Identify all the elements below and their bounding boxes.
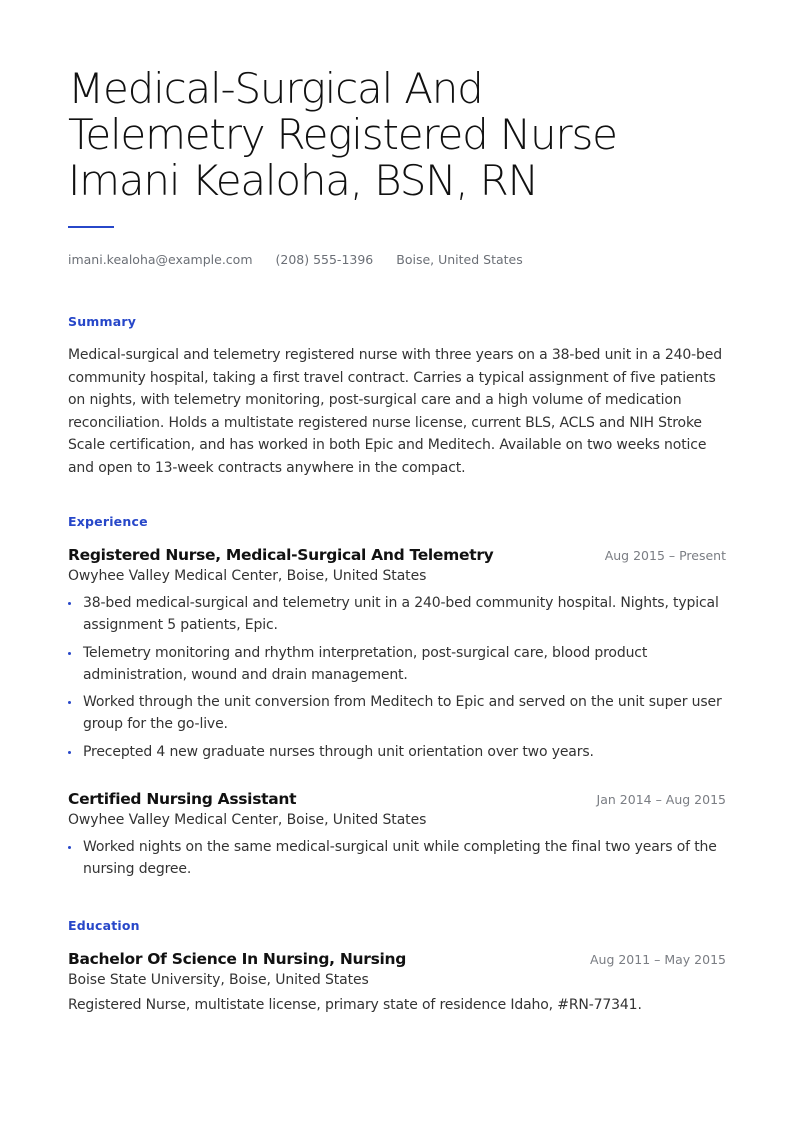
page-title [68,66,768,204]
summary-text: Medical-surgical and telemetry registered nurse with three years on a 38-bed unit in a 240-bed community hospital, taking a first travel contract. Carries a typical assignment of five patients on nights, with telemetry monitoring, post-surgical care and a high volume of medication reconciliation. Holds a multistate registered nurse license, current BLS, ACLS and NIH Stroke Scale certification, and has worked in both Epic and Meditech. Available on two weeks notice and open to 13-week contracts anywhere in the compact. [68,347,722,476]
job-organization: Owyhee Valley Medical Center, Boise, United States [68,568,427,584]
title-line: Medical-Surgical And [68,64,483,113]
bullet-item: Worked through the unit conversion from Meditech to Epic and served on the unit super user group for the go-live. [68,691,726,735]
contact-location: Boise, United States [396,252,523,267]
education-dates: Aug 2011 – May 2015 [589,952,726,967]
education-entry [68,949,726,1013]
title-line: Telemetry Registered Nurse [68,110,617,159]
entry-header [68,949,726,971]
school-name: Boise State University, Boise, United States [68,972,369,988]
job-title: Certified Nursing Assistant [68,790,297,808]
summary-heading: Summary [68,314,137,329]
job-bullets [68,592,726,763]
contact-email[interactable]: imani.kealoha@example.com [68,252,253,267]
experience-entry [68,789,726,886]
experience-heading: Experience [68,514,148,529]
degree-title: Bachelor Of Science In Nursing, Nursing [68,950,407,968]
experience-entry [68,545,726,768]
job-dates: Aug 2015 – Present [604,548,726,563]
contact-phone[interactable]: (208) 555-1396 [275,252,374,267]
job-organization: Owyhee Valley Medical Center, Boise, United States [68,812,427,828]
contact-info [68,252,542,267]
bullet-item: Precepted 4 new graduate nurses through unit orientation over two years. [68,741,726,763]
bullet-item: 38-bed medical-surgical and telemetry unit in a 240-bed community hospital. Nights, typical assignment 5 patients, Epic. [68,592,726,636]
entry-header [68,789,726,811]
education-heading: Education [68,918,140,933]
job-bullets [68,836,726,880]
bullet-item: Worked nights on the same medical-surgical unit while completing the final two years of the nursing degree. [68,836,726,880]
job-dates: Jan 2014 – Aug 2015 [596,792,726,807]
education-note: Registered Nurse, multistate license, primary state of residence Idaho, #RN-77341. [68,997,642,1013]
bullet-item: Telemetry monitoring and rhythm interpretation, post-surgical care, blood product administration, wound and drain management. [68,642,726,686]
title-line: Imani Kealoha, BSN, RN [68,156,538,205]
entry-header [68,545,726,567]
job-title: Registered Nurse, Medical-Surgical And Telemetry [68,546,494,564]
title-divider [68,226,114,228]
